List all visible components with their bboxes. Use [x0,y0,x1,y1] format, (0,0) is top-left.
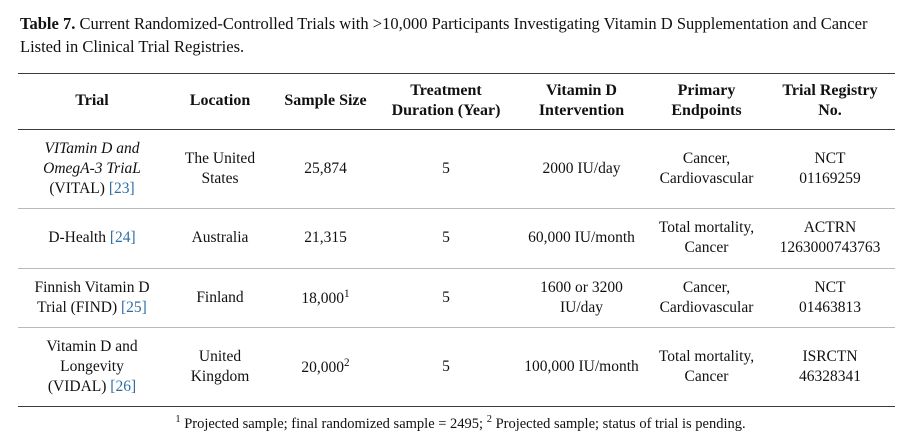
cell-endpoints: Cancer, Cardiovascular [648,129,765,208]
table-row [18,209,895,268]
cell-trial [18,209,166,268]
column-header-treatment-duration: Treatment Duration (Year) [377,73,515,129]
cell-duration: 5 [377,129,515,208]
trial-name-line-2: Trial (FIND) [37,298,118,316]
registry-line-1: ISRCTN [802,347,858,365]
column-header-location: Location [166,73,274,129]
cell-location: United Kingdom [166,327,274,406]
trial-name-line-1: Vitamin D and [46,337,138,355]
cell-sample-size [274,129,377,208]
cell-intervention: 2000 IU/day [515,129,648,208]
trial-name-line-1: Finnish Vitamin D [34,278,150,296]
registry-line-2: 01463813 [799,298,861,316]
trial-name-line-1: D-Health [48,229,106,247]
trial-name-line-2: OmegA-3 TriaL [43,159,141,177]
cell-sample-size [274,268,377,327]
trial-name-line-1: VITamin D and [44,139,140,157]
table-row [18,129,895,208]
registry-line-2: 46328341 [799,368,861,386]
sample-size-value: 20,000 [301,359,345,377]
cell-intervention: 1600 or 3200 IU/day [515,268,648,327]
cell-trial [18,268,166,327]
trial-name-line-2: Longevity [60,357,124,375]
trial-name-line-3: (VITAL) [49,180,105,198]
cell-registry [765,268,895,327]
sample-size-value: 18,000 [301,289,345,307]
cell-duration: 5 [377,327,515,406]
column-header-vitamin-d-intervention: Vitamin D Intervention [515,73,648,129]
cell-endpoints: Total mortality, Cancer [648,327,765,406]
table-caption [20,12,895,59]
cell-endpoints: Cancer, Cardiovascular [648,268,765,327]
cell-sample-size [274,209,377,268]
registry-line-2: 1263000743763 [779,239,881,257]
cell-endpoints: Total mortality, Cancer [648,209,765,268]
table-body [18,129,895,406]
table-header-row [18,73,895,129]
trial-name-line-3: (VIDAL) [47,378,107,396]
column-header-primary-endpoints: Primary Endpoints [648,73,765,129]
cell-duration: 5 [377,209,515,268]
sample-size-footnote-marker: 2 [344,356,350,369]
table-header [18,73,895,129]
footnote-text-2: Projected sample; status of trial is pending. [491,416,746,433]
cell-sample-size [274,327,377,406]
cell-intervention: 60,000 IU/month [515,209,648,268]
footnote-text-1: Projected sample; final randomized sample = 2495; [180,416,487,433]
sample-size-value: 25,874 [304,159,347,177]
cell-registry [765,209,895,268]
citation-link[interactable]: [26] [110,378,137,396]
cell-intervention: 100,000 IU/month [515,327,648,406]
citation-link[interactable]: [23] [108,180,135,198]
registry-line-1: NCT [814,149,846,167]
cell-registry [765,327,895,406]
table-caption-label: Table 7. [20,14,76,33]
registry-line-2: 01169259 [799,170,861,188]
citation-link[interactable]: [25] [121,298,147,316]
registry-line-1: ACTRN [803,219,857,237]
cell-trial [18,129,166,208]
cell-location: The United States [166,129,274,208]
table-row [18,268,895,327]
cell-location: Australia [166,209,274,268]
registry-line-1: NCT [814,278,846,296]
footnote-marker-1: 1 [175,414,181,426]
citation-link[interactable]: [24] [109,229,136,247]
trials-table [18,73,895,407]
cell-duration: 5 [377,268,515,327]
footnote-marker-2: 2 [486,414,492,426]
cell-trial [18,327,166,406]
sample-size-footnote-marker: 1 [344,287,350,300]
table-row [18,327,895,406]
cell-registry [765,129,895,208]
table-caption-text: Current Randomized-Controlled Trials with >10,000 Participants Investigating Vitamin D Supplementation and Cancer Listed in Clinical Trial Registries. [20,14,868,57]
column-header-trial: Trial [18,73,166,129]
cell-location: Finland [166,268,274,327]
column-header-sample-size: Sample Size [274,73,377,129]
column-header-trial-registry-no: Trial Registry No. [765,73,895,129]
sample-size-value: 21,315 [304,229,347,247]
